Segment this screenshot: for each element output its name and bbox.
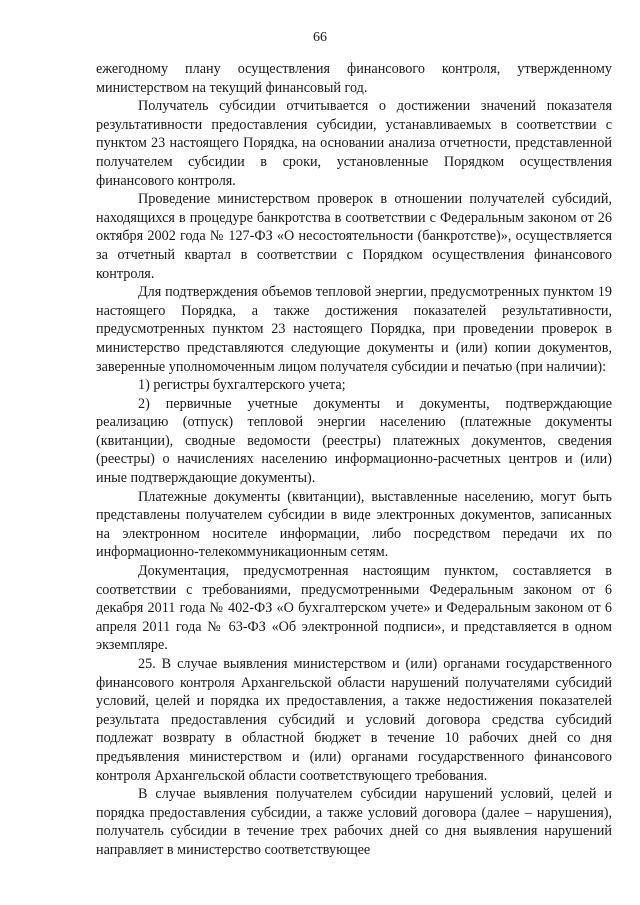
list-item-primary-documents: 2) первичные учетные документы и документы, подтверждающие реализацию (отпуск) тепловой энергии населению (платежные документы (квитанции), сводные ведомости (реестры) платежных документов, сведения (реестры) о начислениях населению информационно-расчетных центров и (или) иные подтверждающие документы).	[96, 395, 612, 487]
paragraph-bankruptcy-checks: Проведение министерством проверок в отношении получателей субсидий, находящихся в процедуре банкротства в соответствии с Федеральным законом от 26 октября 2002 года № 127-ФЗ «О несостоятельности (банкротстве)», осуществляется за отчетный квартал в соответствии с Порядком осуществления финансового контроля.	[96, 191, 612, 282]
paragraph-violations-notice: В случае выявления получателем субсидии нарушений условий, целей и порядка предоставления субсидии, а также условий договора (далее – нарушения), получатель субсидии в течение трех рабочих дней со дня выявления нарушений направляет в министерство соответствующее	[96, 786, 612, 858]
paragraph-documents-required: Для подтверждения объемов тепловой энергии, предусмотренных пунктом 19 настоящего Порядка, а также достижения показателей результативности, предусмотренных пунктом 23 настоящего Порядка, при проведении проверок в министерство представляются следующие документы и (или) копии документов, заверенные уполномоченным лицом получателя субсидии и печатью (при наличии):	[96, 284, 612, 375]
paragraph-payment-documents: Платежные документы (квитанции), выставленные населению, могут быть представлены получателем субсидии в виде электронных документов, записанных на электронном носителе информации, либо посредством передачи их по информационно-телекоммуникационным сетям.	[96, 488, 612, 561]
paragraph-documentation-requirements: Документация, предусмотренная настоящим пунктом, составляется в соответствии с требованиями, предусмотренными Федеральным законом от 6 декабря 2011 года № 402-ФЗ «О бухгалтерском учете» и Федеральным законом от 6 апреля 2011 года № 63-ФЗ «Об электронной подписи», и представляется в одном экземпляре.	[96, 563, 612, 654]
paragraph-reporting: Получатель субсидии отчитывается о достижении значений показателя результативности предоставления субсидии, устанавливаемых в соответствии с пунктом 23 настоящего Порядка, на основании анализа отчетности, представленной получателем субсидии в сроки, установленные Порядком осуществления финансового контроля.	[96, 98, 612, 189]
paragraph-continuation: ежегодному плану осуществления финансового контроля, утвержденному министерством на текущий финансовый год.	[96, 61, 612, 96]
list-item-accounting-registers: 1) регистры бухгалтерского учета;	[138, 377, 346, 394]
document-body	[96, 60, 612, 860]
paragraph-section-25: 25. В случае выявления министерством и (или) органами государственного финансового контроля Архангельской области нарушений получателями субсидий условий, целей и порядка их предоставления, а также недостижения показателей результата предоставления субсидий и условий договора средства субсидий подлежат возврату в областной бюджет в течение 10 рабочих дней со дня предъявления министерством и (или) органами государственного финансового контроля Архангельской области соответствующего требования.	[96, 656, 612, 784]
page-number: 66	[313, 30, 327, 45]
